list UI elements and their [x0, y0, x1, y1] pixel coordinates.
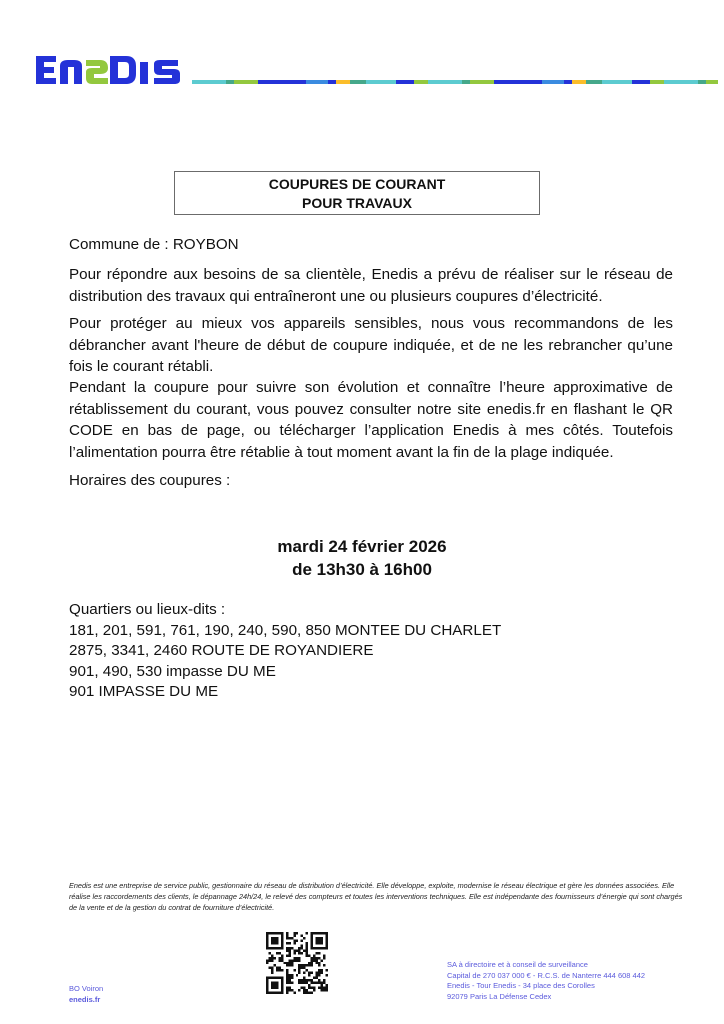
company-info [447, 960, 645, 1002]
place-item: 901, 490, 530 impasse DU ME [69, 662, 276, 680]
company-line: Capital de 270 037 000 € - R.C.S. de Nanterre 444 608 442 [447, 970, 646, 980]
places-label: Quartiers ou lieux-dits : [69, 601, 226, 618]
paragraph-intro: Pour répondre aux besoins de sa clientèle, Enedis a prévu de réaliser sur le réseau de distribution des travaux qui entraîneront une ou plusieurs coupures d’électricité. [69, 266, 673, 305]
paragraph-protection: Pour protéger au mieux vos appareils sensibles, nous vous recommandons de les débrancher avant l'heure de début de coupure indiquée, et de ne les rebrancher qu’une fois le courant rétabli. [69, 315, 673, 375]
office-name: BO Voiron [69, 984, 104, 993]
outage-schedule [0, 535, 724, 581]
brand-color-rule [192, 80, 724, 84]
company-line: Enedis - Tour Enedis - 34 place des Corolles [447, 981, 595, 990]
title-line-1: COUPURES DE COURANT [268, 176, 446, 192]
site-link[interactable]: enedis.fr [69, 995, 101, 1004]
qr-code-icon[interactable] [266, 932, 328, 994]
outage-date: mardi 24 février 2026 [277, 537, 447, 556]
paragraph-follow-up: Pendant la coupure pour suivre son évolution et connaître l’heure approximative de rétablissement du courant, vous pouvez consulter notre site enedis.fr en flashant le QR CODE en bas de page, ou télécharger l’application Enedis à mes côtés. Toutefois l’alimentation pourra être rétablie à tout moment avant la fin de la plage indiquée. [69, 379, 673, 461]
notice-title-box [174, 171, 540, 215]
horaires-label: Horaires des coupures : [69, 472, 231, 489]
place-item: 901 IMPASSE DU ME [69, 683, 219, 701]
commune-line: Commune de : ROYBON [69, 236, 239, 253]
affected-places [69, 600, 501, 703]
footer-office [69, 983, 103, 1005]
enedis-logo [34, 52, 190, 88]
title-line-2: POUR TRAVAUX [302, 195, 412, 211]
place-item: 2875, 3341, 2460 ROUTE DE ROYANDIERE [69, 642, 374, 660]
outage-time: de 13h30 à 16h00 [292, 560, 432, 579]
company-line: SA à directoire et à conseil de surveillance [447, 960, 588, 969]
legal-notice: Enedis est une entreprise de service public, gestionnaire du réseau de distribution d’électricité. Elle développe, exploite, modernise le réseau électrique et gère les données associées. Elle réalise les raccordements des clients, le dépannage 24h/24, le relevé des compteurs et toutes les interventions techniques. Elle est indépendante des fournisseurs d’énergie qui sont chargés de la vente et de la gestion du contrat de fourniture d’électricité. [69, 881, 683, 912]
place-item: 181, 201, 591, 761, 190, 240, 590, 850 MONTEE DU CHARLET [69, 621, 502, 639]
company-line: 92079 Paris La Défense Cedex [447, 991, 552, 1001]
